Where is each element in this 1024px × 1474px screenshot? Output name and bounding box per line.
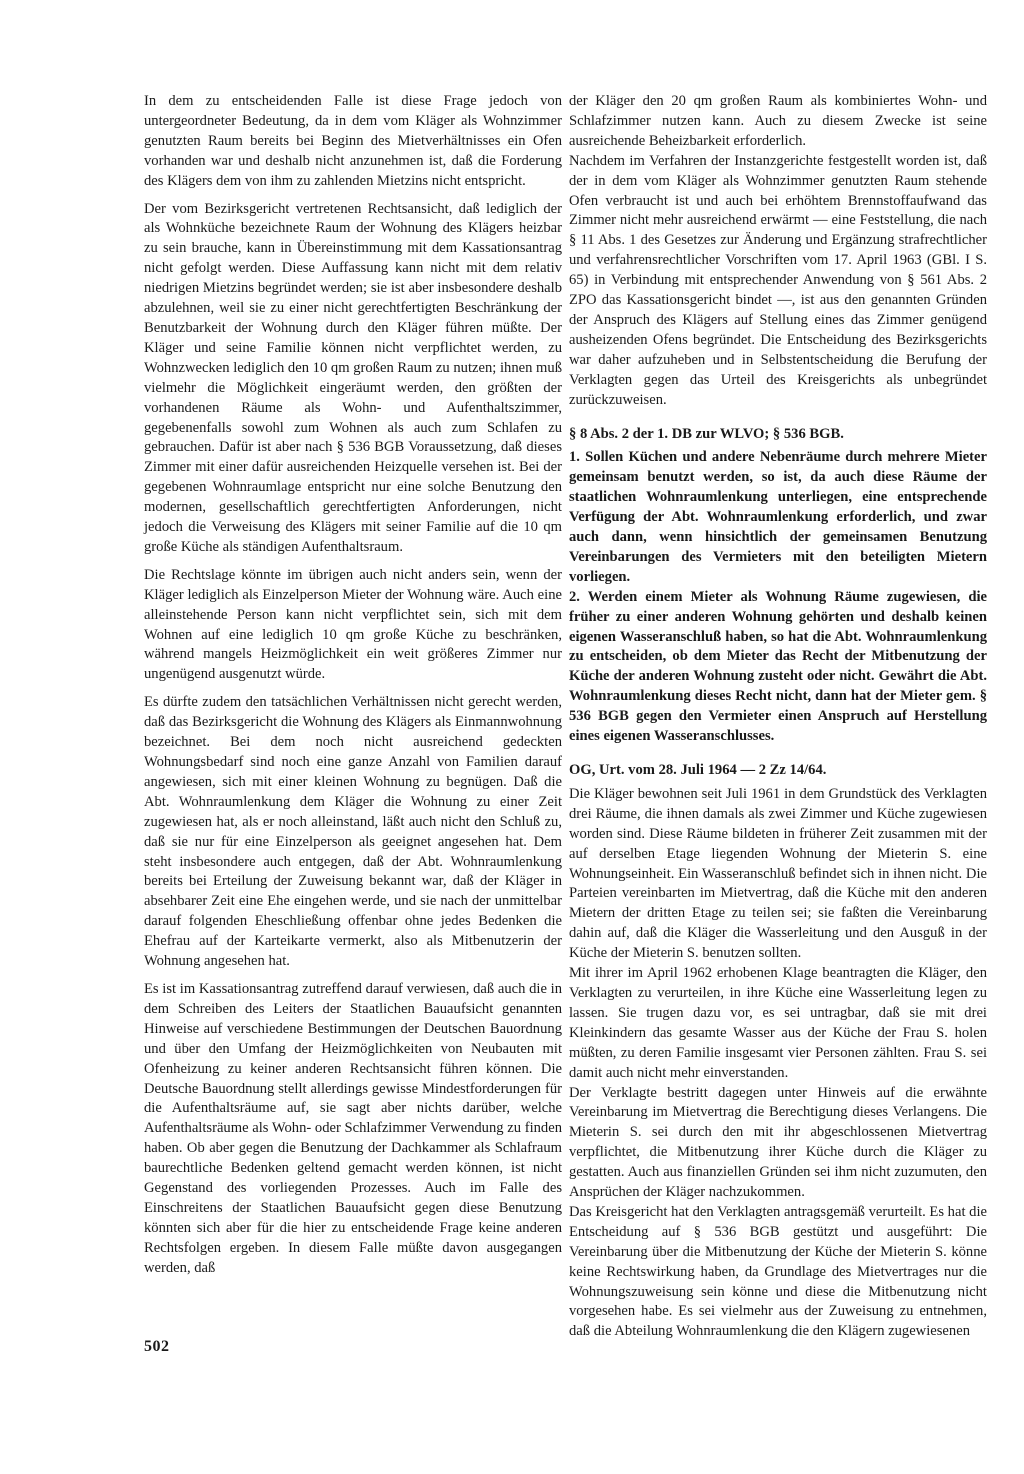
paragraph: Es dürfte zudem den tatsächlichen Verhältnissen nicht gerecht werden, daß das Bezirksgericht die Wohnung des Klägers als Einmannwohnung bezeichnet. Bei dem noch nicht ausreichend gedeckten Wohnungsbedarf sind noch eine ganze Anzahl von Familien darauf angewiesen, sich mit einer kleinen Wohnung zu begnügen. Daß die Abt. Wohnraumlenkung dem Kläger die Wohnung zu einer Zeit zugewiesen hat, als er noch alleinstand, läßt auch nicht den Schluß zu, daß sie nur für eine Einzelperson als geeignet angesehen hat. Dem steht insbesondere auch entgegen, daß der Abt. Wohnraumlenkung bereits bei Erteilung der Zuweisung bekannt war, daß der Kläger in absehbarer Zeit eine Ehe eingehen werde, und sie nach der unmittelbar darauf folgenden Eheschließung offenbar ohne jedes Bedenken die Ehefrau auf der Karteikarte vermerkt, also als Mitbenutzerin der Wohnung angesehen hat. xyxy=(144,694,562,970)
right-column xyxy=(569,92,987,1342)
paragraph: Das Kreisgericht hat den Verklagten antragsgemäß verurteilt. Es hat die Entscheidung auf § 536 BGB gestützt und ausgeführt: Die Vereinbarung über die Mitbenutzung der Küche der Mieterin S. könne keine Rechtswirkung haben, da Grundlage des Mietvertrages nur die Wohnungszuweisung sein könne und diese die Mitbenutzung nicht vorgesehen habe. Es sei vielmehr aus der Zuweisung zu entnehmen, daß die Abteilung Wohnraumlenkung die den Klägern zugewiesenen xyxy=(569,1203,987,1340)
paragraph: Die Rechtslage könnte im übrigen auch nicht anders sein, wenn der Kläger lediglich als Einzelperson Mieter der Wohnung wäre. Auch eine alleinstehende Person kann nicht verpflichtet sein, sich mit dem Wohnen auf eine lediglich 10 qm große Küche zu beschränken, während mangels Heizmöglichkeit ein weit größeres Zimmer nur ungenügend ausgenutzt würde. xyxy=(144,566,562,683)
paragraph: Nachdem im Verfahren der Instanzgerichte festgestellt worden ist, daß der in dem vom Kläger als Wohnzimmer genutzten Raum stehende Ofen verbraucht ist und auch bei erhöhtem Brennstoffaufwand das Zimmer nicht mehr ausreichend erwärmt — eine Feststellung, die nach § 11 Abs. 1 des Gesetzes zur Änderung und Ergänzung strafrechtlicher und verfahrensrechtlicher Vorschriften vom 17. April 1963 (GBl. I S. 65) in Verbindung mit entsprechender Anwendung von § 561 Abs. 2 ZPO das Kassationsgericht bindet —, ist aus den genannten Gründen der Anspruch des Klägers auf Stellung eines das Zimmer genügend ausheizenden Ofens begründet. Die Entscheidung des Bezirksgerichts war daher aufzuheben und in Selbstentscheidung die Berufung der Verklagten gegen das Urteil des Kreisgerichts als unbegründet zurückzuweisen. xyxy=(569,152,987,408)
case-citation: OG, Urt. vom 28. Juli 1964 — 2 Zz 14/64. xyxy=(569,762,827,778)
left-column xyxy=(144,92,562,1287)
page-number: 502 xyxy=(144,1338,170,1355)
headnote: 2. Werden einem Mieter als Wohnung Räume zugewiesen, die früher zu einer anderen Wohnung gehörten und deshalb keinen eigenen Wasseranschluß haben, so hat die Abt. Wohnraumlenkung zu entscheiden, ob dem Mieter das Recht der Mitbenutzung der Küche der anderen Wohnung zusteht oder nicht. Gewährt die Abt. Wohnraumlenkung dieses Recht nicht, dann hat der Mieter gem. § 536 BGB gegen den Vermieter einen Anspruch auf Herstellung eines eigenen Wasseranschlusses. xyxy=(569,588,987,745)
paragraph: der Kläger den 20 qm großen Raum als kombiniertes Wohn- und Schlafzimmer nutzen kann. Auch zu diesem Zwecke ist seine ausreichende Beheizbarkeit erforderlich. xyxy=(569,93,987,149)
paragraph: Es ist im Kassationsantrag zutreffend darauf verwiesen, daß auch die in dem Schreiben des Leiters der Staatlichen Bauaufsicht genannten Hinweise auf verschiedene Bestimmungen der Deutschen Bauordnung und über den Umfang der Heizmöglichkeiten von Neubauten mit Ofenheizung zu keiner anderen Rechtsansicht führen können. Die Deutsche Bauordnung stellt allerdings gewisse Mindestforderungen für die Aufenthaltsräume auf, sie sagt aber nichts darüber, welche Aufenthaltsräume als Wohn- oder Schlafzimmer Verwendung zu finden haben. Ob aber gegen die Benutzung der Dachkammer als Schlafraum baurechtliche Bedenken geltend gemacht werden können, ist nicht Gegenstand des vorliegenden Prozesses. Auch im Falle des Einschreitens der Staatlichen Bauaufsicht gegen diese Benutzung könnten sich aber für die hier zu entscheidende Frage keine anderen Rechtsfolgen ergeben. In diesem Falle müßte davon ausgegangen werden, daß xyxy=(144,980,562,1276)
paragraph: Die Kläger bewohnen seit Juli 1961 in dem Grundstück des Verklagten drei Räume, die ihnen damals als zwei Zimmer und Küche zugewiesen worden sind. Diese Räume bildeten in früherer Zeit zusammen mit der auf derselben Etage liegenden Wohnung der Mieterin S. eine Wohnungseinheit. Ein Wasseranschluß befindet sich in ihnen nicht. Die Parteien vereinbarten im Mietvertrag, daß die Küche mit den anderen Mietern der dritten Etage zu teilen sei; sie faßten die Vereinbarung dahin auf, daß die Kläger die Wasserleitung und den Ausguß in der Küche der Mieterin S. benutzen sollten. xyxy=(569,785,987,962)
paragraph: Der vom Bezirksgericht vertretenen Rechtsansicht, daß lediglich der als Wohnküche bezeichnete Raum der Wohnung des Klägers heizbar zu sein brauche, kann in Übereinstimmung mit dem Kassationsantrag nicht gefolgt werden. Diese Auffassung kann nicht mit dem relativ niedrigen Mietzins begründet werden; sie ist aber insbesondere deshalb abzulehnen, weil sie zu einer nicht gerechtfertigten Beschränkung der Benutzbarkeit der Wohnung durch den Kläger führen müßte. Der Kläger und seine Familie können nicht verpflichtet werden, zu Wohnzwecken lediglich den 10 qm großen Raum zu nutzen; ihnen muß vielmehr die Möglichkeit eingeräumt werden, den größten der vorhandenen Räume als Wohn- und Aufenthaltszimmer, gegebenenfalls sowohl zum Wohnen als auch zum Schlafen zu gebrauchen. Dafür ist aber nach § 536 BGB Voraussetzung, daß dieses Zimmer mit einer dafür ausreichenden Heizquelle versehen ist. Bei der gegebenen Wohnraumlage entspricht nur eine solche Benutzung den modernen, gesellschaftlich gerechtfertigten Anforderungen, nicht jedoch die Verweisung des Klägers mit seiner Familie auf die 10 qm große Küche als ständigen Aufenthaltsraum. xyxy=(144,200,562,555)
paragraph: Der Verklagte bestritt dagegen unter Hinweis auf die erwähnte Vereinbarung im Mietvertrag die Berechtigung dieses Verlangens. Die Mieterin S. sei durch den mit ihr abgeschlossenen Mietvertrag verpflichtet, die Mitbenutzung ihrer Küche durch die Kläger zu gestatten. Auch aus finanziellen Gründen sei ihm nicht zuzumuten, den Ansprüchen der Kläger nachzukommen. xyxy=(569,1084,987,1201)
paragraph: In dem zu entscheidenden Falle ist diese Frage jedoch von untergeordneter Bedeutung, da in dem vom Kläger als Wohnzimmer genutzten Raum bereits bei Beginn des Mietverhältnisses ein Ofen vorhanden war und deshalb nicht anzunehmen ist, daß die Forderung des Klägers dem von ihm zu zahlenden Mietzins nicht entspricht. xyxy=(144,93,562,189)
headnote: 1. Sollen Küchen und andere Nebenräume durch mehrere Mieter gemeinsam benutzt werden, so ist, da auch diese Räume der staatlichen Wohnraumlenkung unterliegen, eine entsprechende Verfügung der Abt. Wohnraumlenkung erforderlich, und zwar auch dann, wenn hinsichtlich der gemeinsamen Benutzung Vereinbarungen des Vermieters mit den beteiligten Mietern vorliegen. xyxy=(569,449,987,585)
section-heading: § 8 Abs. 2 der 1. DB zur WLVO; § 536 BGB. xyxy=(569,425,844,442)
paragraph: Mit ihrer im April 1962 erhobenen Klage beantragten die Kläger, den Verklagten zu verurteilen, in ihre Küche eine Wasserleitung legen zu lassen. Sie trugen dazu vor, es sei untragbar, daß sie mit drei Kleinkindern das gesamte Wasser aus der Küche der Frau S. holen müßten, zu deren Familie insgesamt vier Personen zählten. Frau S. sei damit auch nicht mehr einverstanden. xyxy=(569,965,987,1081)
